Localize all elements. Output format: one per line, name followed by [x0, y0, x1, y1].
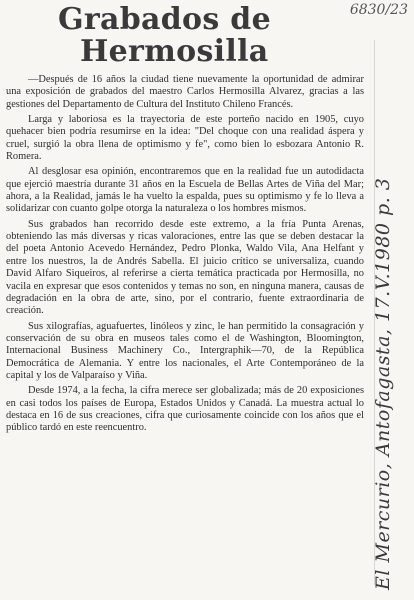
- headline-line-1: Grabados de: [58, 2, 271, 37]
- article-paragraph-6: Desde 1974, a la fecha, la cifra merece ser globalizada; más de 20 exposiciones en casi todos los países de Europa, Estados Unidos y Canadá. La muestra actual lo destaca en 16 de sus creaciones, cifra que curiosamente coincide con los años que el público tardó en este reencuentro.: [6, 385, 364, 434]
- newspaper-clipping: [6, 4, 364, 598]
- article-paragraph-5: Sus xilografías, aguafuertes, linóleos y zinc, le han permitido la consagración y conservación de su obra en museos tales como el de Washington, Bloomington, Internacional Business Machinery Co., Intergraphik—70, de la República Democrática de Alemania. Y entre los nacionales, el Arte Contemporáneo de la capital y los de Valparaíso y Viña.: [6, 320, 364, 381]
- article-headline: [6, 4, 364, 68]
- article-paragraph-1: —Después de 16 años la ciudad tiene nuevamente la oportunidad de admirar una exposición de grabados del maestro Carlos Hermosilla Alvarez, gracias a las gestiones del Departamento de Cultura del Instituto Chileno Francés.: [6, 74, 364, 110]
- article-paragraph-3: Al desglosar esa opinión, encontraremos que en la realidad fue un autodidacta que ejerció maestría durante 31 años en la Escuela de Bellas Artes de Viña del Mar; ahora, a la Realidad, jamás le ha vuelto la espalda, pues su optimismo y fe lo lleva a solidarizar con cuanto golpe otorga la naturaleza o los hombres mismos.: [6, 166, 364, 215]
- article-body: [6, 74, 364, 435]
- article-paragraph-2: Larga y laboriosa es la trayectoria de este porteño nacido en 1905, cuyo quehacer bien podría resumirse en la idea: "Del choque con una realidad áspera y cruel, surgió la obra llena de optimismo y fe", como bien lo esbozara Antonio R. Romera.: [6, 114, 364, 163]
- catalog-number-note: 6830/23: [349, 2, 408, 18]
- source-citation-note: El Mercurio, Antofagasta, 17.V.1980 p. 3: [372, 177, 394, 590]
- article-paragraph-4: Sus grabados han recorrido desde este extremo, a la fría Punta Arenas, obteniendo las más diversas y ricas valoraciones, entre las que se deben destacar la del poeta Antonio Acevedo Hernández, Pedro Plonka, Waldo Vila, Ana Helfant y entre los nuestros, la de Andrés Sabella. El juicio crítico se universaliza, cuando David Alfaro Siqueiros, al referirse a cierta temática practicada por Hermosilla, no vacila en expresar que esos contenidos y temas no son, en ninguna manera, causas de degradación en la obra de arte, sino, por el contrario, fuente extraordinaria de creación.: [6, 218, 364, 317]
- headline-line-2: Hermosilla: [80, 34, 269, 69]
- handwritten-margin: [349, 0, 410, 600]
